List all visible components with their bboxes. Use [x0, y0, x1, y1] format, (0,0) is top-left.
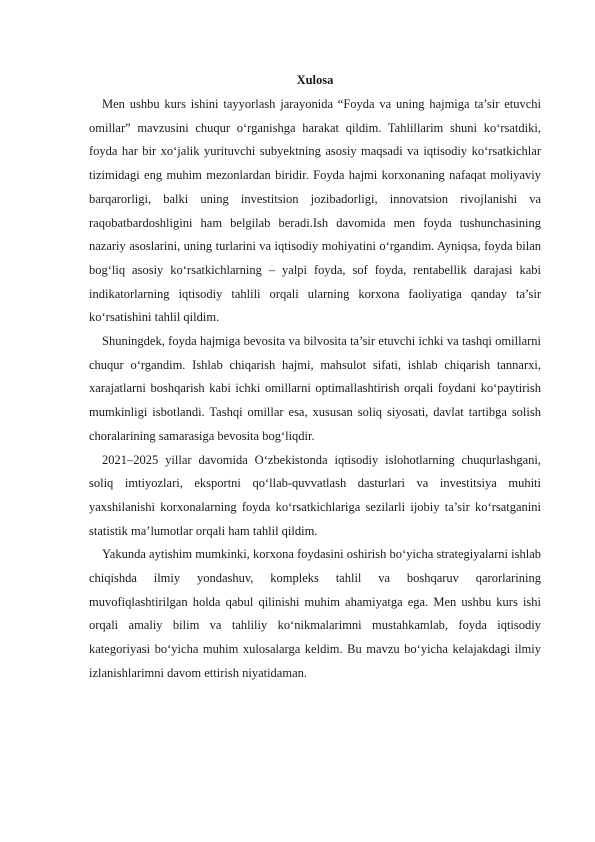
- page-title: Xulosa: [296, 73, 334, 87]
- paragraph-3: 2021–2025 yillar davomida O‘zbekistonda iqtisodiy islohotlarning chuqurlashgani, soliq imtiyozlari, eksportni qo‘llab-quvvatlash dasturlari va investitsiya muhiti yaxshilanishi korxonalarning foyda ko‘rsatkichlariga sezilarli ijobiy ta’sir ko‘rsatganini statistik ma’lumotlar orqali ham tahlil qildim.: [89, 452, 541, 538]
- paragraph-4: Yakunda aytishim mumkinki, korxona foydasini oshirish bo‘yicha strategiyalarni ishlab chiqishda ilmiy yondashuv, kompleks tahlil va boshqaruv qarorlarining muvofiqlashtirilgan holda qabul qilinishi muhim ahamiyatga ega. Men ushbu kurs ishi orqali amaliy bilim va tahliliy ko‘nikmalarimni mustahkamlab, foyda iqtisodiy kategoriyasi bo‘yicha muhim xulosalarga keldim. Bu mavzu bo‘yicha kelajakdagi ilmiy izlanishlarimni davom ettirish niyatidaman.: [89, 547, 541, 680]
- paragraph-1: Men ushbu kurs ishini tayyorlash jarayonida “Foyda va uning hajmiga ta’sir etuvchi omillar” mavzusini chuqur o‘rganishga harakat qildim. Tahlillarim shuni ko‘rsatdiki, foyda har bir xo‘jalik yurituvchi subyektning asosiy maqsadi va iqtisodiy ko‘rsatkichlar tizimidagi eng muhim mezonlardan biridir. Foyda hajmi korxonaning nafaqat moliyaviy barqarorligi, balki uning investitsion jozibadorligi, innovatsion rivojlanishi va raqobatbardoshligini ham belgilab beradi.Ish davomida men foyda tushunchasining nazariy asoslarini, uning turlarini va iqtisodiy mohiyatini o‘rgandim. Ayniqsa, foyda bilan bog‘liq asosiy ko‘rsatkichlarning – yalpi foyda, sof foyda, rentabellik darajasi kabi indikatorlarning iqtisodiy tahlili orqali ularning korxona faoliyatiga qanday ta’sir ko‘rsatishini tahlil qildim.: [89, 97, 541, 325]
- document-page: [89, 68, 541, 686]
- paragraph-2: Shuningdek, foyda hajmiga bevosita va bilvosita ta’sir etuvchi ichki va tashqi omillarni chuqur o‘rgandim. Ishlab chiqarish hajmi, mahsulot sifati, ishlab chiqarish tannarxi, xarajatlarni boshqarish kabi ichki omillarni optimallashtirish orqali foydani ko‘paytirish mumkinligi isbotlandi. Tashqi omillar esa, xususan soliq siyosati, davlat tartibga solish choralarining samarasiga bevosita bog‘liqdir.: [89, 334, 541, 443]
